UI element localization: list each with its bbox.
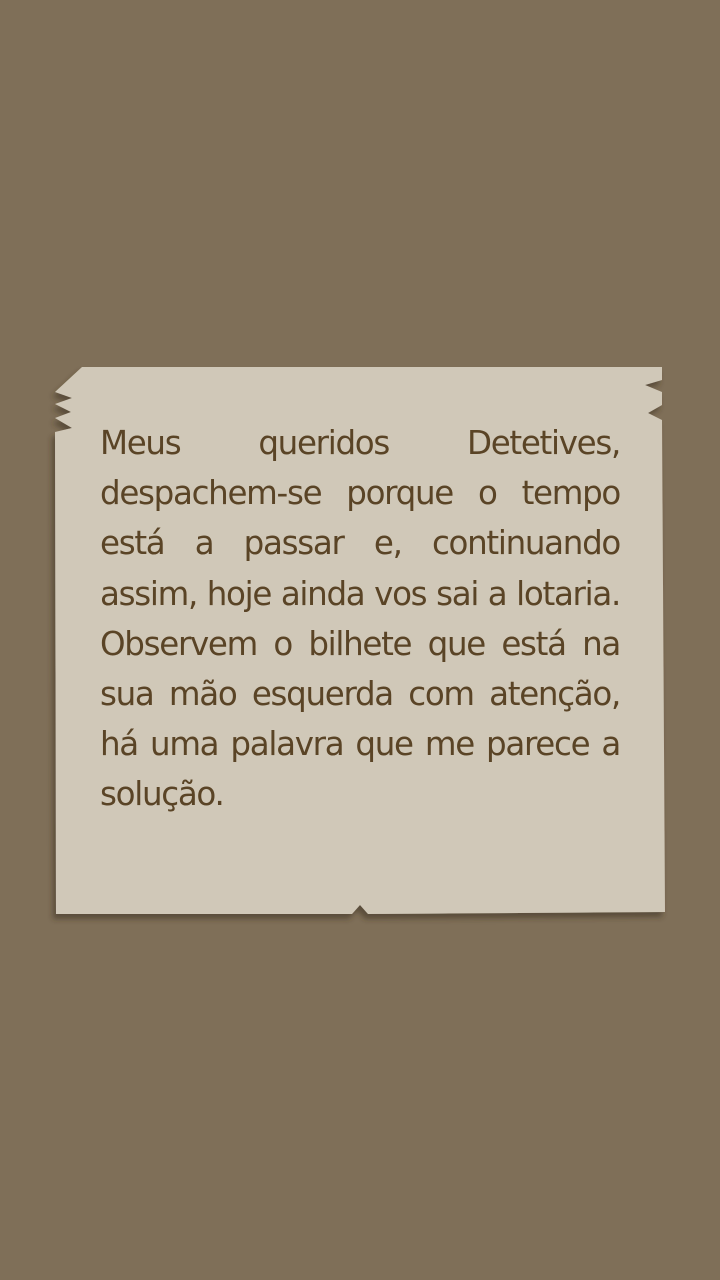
note-text: Meus queridos Detetives, despachem-se porque o tempo está a passar e, continuando assim, hoje ainda vos sai a lotaria. Observem o bilhete que está na sua mão esquerda com atenção, há uma palavra que me parece a solução. [100, 424, 620, 814]
